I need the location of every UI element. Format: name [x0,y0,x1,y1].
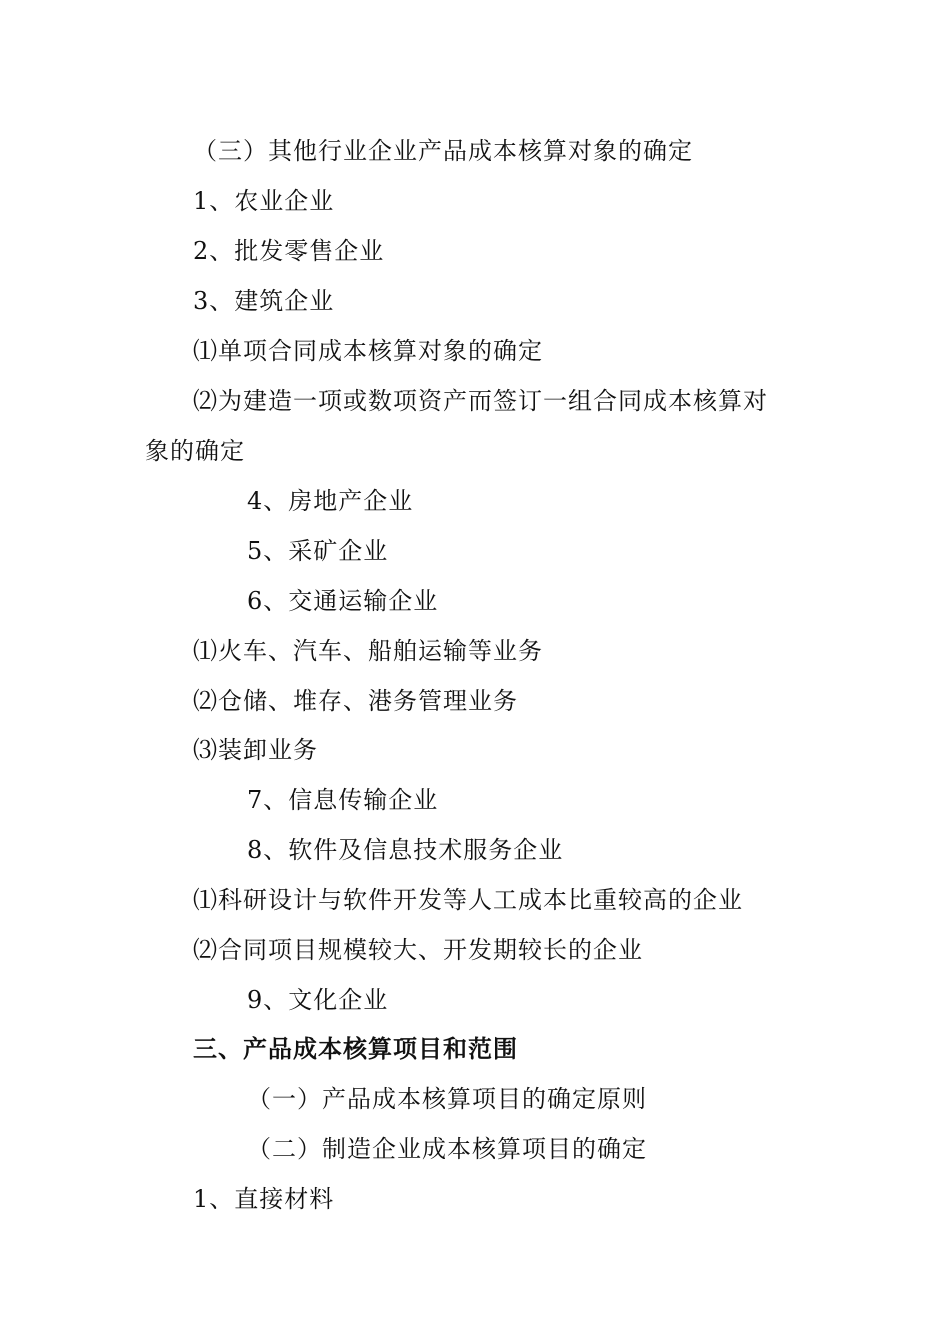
list-sub-item: ⑵合同项目规模较大、开发期较长的企业 [193,936,643,964]
list-sub-item: ⑴单项合同成本核算对象的确定 [193,337,543,365]
list-item: 8、软件及信息技术服务企业 [247,836,564,864]
list-sub-item: ⑵为建造一项或数项资产而签订一组合同成本核算对 [193,387,768,415]
list-item: 5、采矿企业 [247,537,389,565]
subsection-heading: （三）其他行业企业产品成本核算对象的确定 [193,137,693,165]
list-item: 9、文化企业 [247,986,389,1014]
list-item: 1、直接材料 [193,1185,335,1213]
list-item: 4、房地产企业 [247,487,414,515]
list-item: 7、信息传输企业 [247,786,439,814]
list-sub-item: ⑴火车、汽车、船舶运输等业务 [193,637,543,665]
subsection-heading: （一）产品成本核算项目的确定原则 [247,1085,647,1113]
list-sub-item: ⑵仓储、堆存、港务管理业务 [193,687,518,715]
list-item: 6、交通运输企业 [247,587,439,615]
section-heading: 三、产品成本核算项目和范围 [193,1034,518,1063]
list-sub-item: ⑴科研设计与软件开发等人工成本比重较高的企业 [193,886,743,914]
subsection-heading: （二）制造企业成本核算项目的确定 [247,1135,647,1163]
list-sub-item: ⑶装卸业务 [193,736,318,764]
list-item: 1、农业企业 [193,187,335,215]
list-item: 3、建筑企业 [193,287,335,315]
list-sub-item-continuation: 象的确定 [145,437,245,465]
list-item: 2、批发零售企业 [193,237,385,265]
